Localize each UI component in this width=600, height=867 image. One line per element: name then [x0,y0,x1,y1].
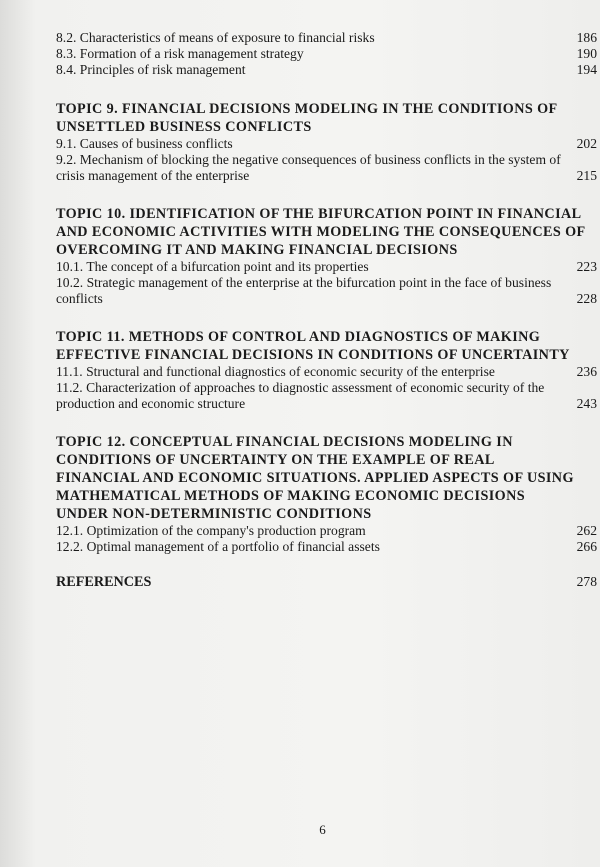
toc-entry[interactable] [56,62,597,78]
toc-entry-page: 243 [576,396,597,411]
toc-entry-label: 12.2. Optimal management of a portfolio of financial assets [56,539,380,554]
toc-entry-page: 236 [576,364,597,379]
toc-topic-12 [56,433,597,555]
toc-topic-9 [56,100,597,184]
toc-entry[interactable] [56,364,597,380]
toc-entry[interactable] [56,152,597,184]
toc-topic-10 [56,205,597,307]
topic-heading[interactable]: TOPIC 11. METHODS OF CONTROL AND DIAGNOSTICS OF MAKING EFFECTIVE FINANCIAL DECISIONS IN CONDITIONS OF UNCERTAINTY [56,329,570,363]
toc-entry[interactable] [56,259,597,275]
toc-section-8 [56,30,597,78]
toc-entry-page: 262 [576,523,597,538]
topic-heading[interactable]: TOPIC 12. CONCEPTUAL FINANCIAL DECISIONS MODELING IN CONDITIONS OF UNCERTAINTY ON THE EXAMPLE OF REAL FINANCIAL AND ECONOMIC SITUATIONS. APPLIED ASPECTS OF USING MATHEMATICAL METHODS OF MAKING ECONOMIC DECISIONS UNDER NON-DETERMINISTIC CONDITIONS [56,434,574,522]
toc-entry-label: 10.1. The concept of a bifurcation point and its properties [56,259,369,274]
topic-heading[interactable]: TOPIC 9. FINANCIAL DECISIONS MODELING IN THE CONDITIONS OF UNSETTLED BUSINESS CONFLICTS [56,101,558,135]
toc-entry[interactable] [56,523,597,539]
toc-entry-page: 202 [576,136,597,151]
page-number: 6 [319,822,326,837]
toc-entry-label: 8.2. Characteristics of means of exposure to financial risks [56,30,375,45]
toc-entry-label: 12.1. Optimization of the company's production program [56,523,366,538]
toc-entry-page: 186 [576,30,597,45]
toc-entry[interactable] [56,275,597,307]
toc-entry[interactable] [56,46,597,62]
toc-entry-label: 11.2. Characterization of approaches to diagnostic assessment of economic security of the production and economic structure [56,380,545,411]
toc-entry[interactable] [56,539,597,555]
toc-entry-label: 9.1. Causes of business conflicts [56,136,233,151]
toc-entry-page: 215 [576,168,597,183]
toc-entry-page: 190 [576,46,597,61]
toc-entry[interactable] [56,30,597,46]
toc-references[interactable] [56,573,597,591]
topic-heading[interactable]: TOPIC 10. IDENTIFICATION OF THE BIFURCATION POINT IN FINANCIAL AND ECONOMIC ACTIVITIES WITH MODELING THE CONSEQUENCES OF OVERCOMING IT AND MAKING FINANCIAL DECISIONS [56,206,586,258]
toc-entry-label: 11.1. Structural and functional diagnostics of economic security of the enterprise [56,364,495,379]
references-page: 278 [576,574,597,589]
toc-topic-11 [56,328,597,412]
toc-entry-page: 223 [576,259,597,274]
table-of-contents [56,30,597,591]
toc-entry-label: 10.2. Strategic management of the enterprise at the bifurcation point in the face of business conflicts [56,275,552,306]
toc-entry-label: 8.4. Principles of risk management [56,62,246,77]
toc-entry-page: 266 [576,539,597,554]
toc-entry[interactable] [56,380,597,412]
toc-entry-page: 228 [576,291,597,306]
toc-entry-label: 9.2. Mechanism of blocking the negative consequences of business conflicts in the system of crisis management of the enterprise [56,152,561,183]
toc-entry-page: 194 [576,62,597,77]
toc-entry-label: 8.3. Formation of a risk management strategy [56,46,304,61]
references-label: REFERENCES [56,574,152,590]
toc-entry[interactable] [56,136,597,152]
